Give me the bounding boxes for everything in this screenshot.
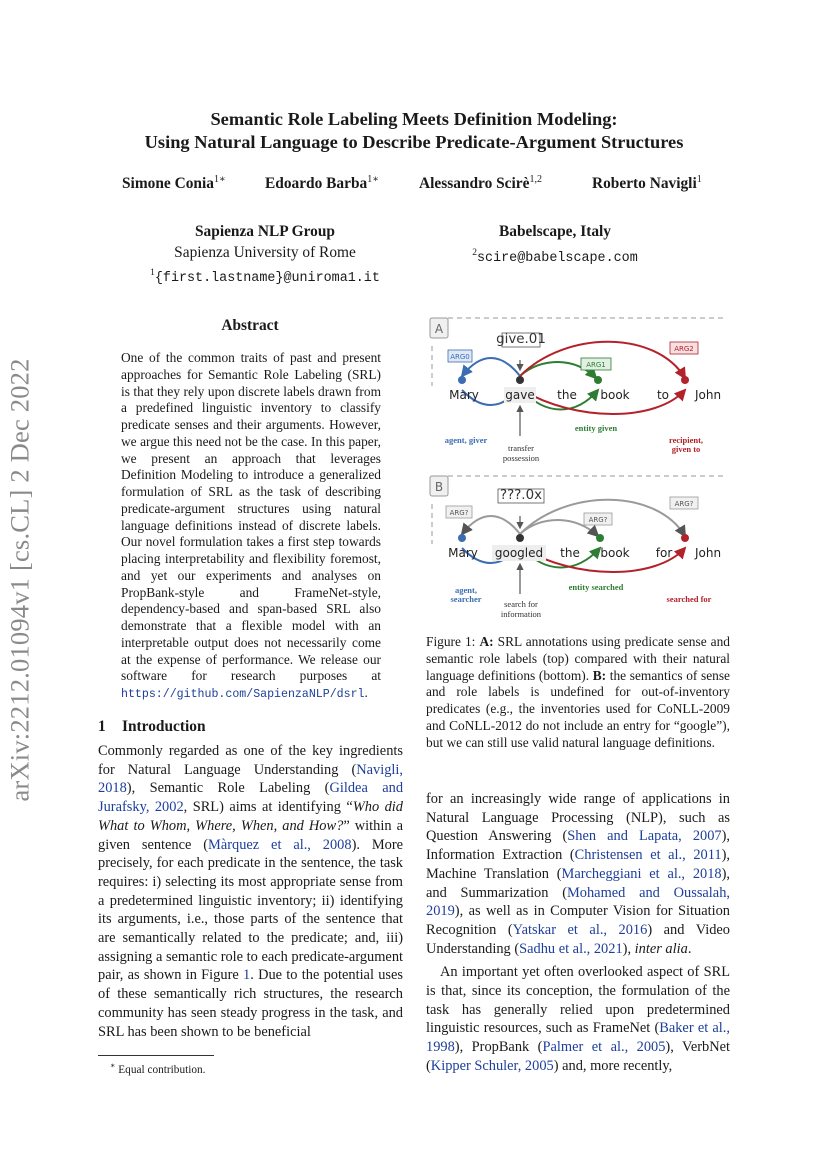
- sense-label-a: give.01: [496, 332, 546, 347]
- word: John: [694, 546, 722, 560]
- text-run: Figure 1:: [426, 634, 480, 649]
- title-line-1: Semantic Role Labeling Meets Definition Modeling:: [210, 109, 618, 129]
- text-run: ),: [622, 940, 635, 957]
- role-label: ARG?: [449, 509, 469, 517]
- text-run: the semantics of sense and role labels is undefined for out-of-inventory predicates (e.g., the inventories used for CoNLL-2009 and CoNLL-2012 do not include an entry for “google”), but we can still use valid natural language definitions.: [426, 667, 730, 750]
- citation[interactable]: Kipper Schuler, 2005: [430, 1057, 554, 1074]
- figure-caption: [426, 634, 730, 752]
- citation[interactable]: Yatskar et al., 2016: [512, 921, 648, 938]
- word: John: [694, 388, 722, 402]
- italic-text: inter alia: [634, 940, 688, 957]
- intro-paragraph-2: [426, 790, 730, 958]
- panel-a-tag: A: [434, 322, 444, 336]
- citation[interactable]: Christensen et al., 2011: [574, 847, 722, 864]
- citation[interactable]: Gildea and Jurafsky, 2002: [98, 780, 404, 816]
- caption-panel-label: B:: [592, 667, 607, 683]
- footnote: ∗ Equal contribution.: [110, 1061, 206, 1076]
- arc-unknown: [462, 516, 520, 534]
- email-left: {first.lastname}@uniroma1.it: [154, 271, 380, 287]
- caption-panel-label: A:: [479, 634, 494, 649]
- intro-column-2: [426, 790, 730, 1076]
- text-run: ), as well as in Computer Vision for Situation Recognition (: [426, 903, 730, 938]
- citation[interactable]: Sadhu et al., 2021: [519, 940, 623, 957]
- word: book: [600, 546, 630, 560]
- definition: searched for: [666, 594, 712, 604]
- intro-paragraph-3: [426, 963, 730, 1075]
- word-predicate: googled: [494, 546, 544, 560]
- panel-b: [430, 476, 726, 619]
- citation[interactable]: Palmer et al., 2005: [542, 1039, 666, 1056]
- definition: recipient,: [668, 435, 704, 445]
- author-1: Simone Conia$^{1∗}$: [122, 174, 226, 193]
- definition: search for: [504, 599, 538, 609]
- panel-b-tag: B: [434, 480, 444, 494]
- word: the: [560, 546, 580, 560]
- citation[interactable]: Navigli, 2018: [98, 761, 403, 797]
- definition: transfer: [508, 443, 534, 453]
- definition: agent,: [455, 585, 477, 595]
- role-label: ARG2: [674, 345, 694, 353]
- citation[interactable]: Màrquez et al., 2008: [208, 836, 352, 853]
- intro-paragraph-1: Commonly regarded as one of the key ingredients for Natural Language Understanding (Navigli, 2018), Semantic Role Labeling (Gildea and Jurafsky, 2002, SRL) aims at identifying “Who did What to Whom, Where, When, and How?” within a given sentence (Màrquez et al., 2008). More precisely, for each predicate in the sentence, the task requires: i) selecting its most appropriate sense from a predetermined linguistic inventory; ii) identifying its arguments, i.e., those parts of the sentence that are semantically related to the predicate; and, iii) assigning a semantic role to each predicate-argument pair, as shown in Figure 1. Due to the potential uses of these semantically rich structures, the research community has seen steady progress in the task, and SRL has been shown to be beneficial: [98, 743, 404, 1040]
- author-2: Edoardo Barba$^{1∗}$: [265, 174, 379, 193]
- text-run: ), Information Extraction (: [426, 828, 730, 864]
- text-run: An important yet often overlooked aspect of SRL is that, since its conception, the formulation of the task has generally relied upon predetermined linguistic resources, such as FrameNet (: [426, 964, 730, 1037]
- affiliation-right: Babelscape, Italy $^2$scire@babelscape.com: [472, 223, 638, 266]
- citation[interactable]: Marcheggiani et al., 2018: [561, 865, 722, 882]
- citation[interactable]: Baker et al., 1998: [426, 1020, 730, 1056]
- text-run: ) and Video Understanding (: [426, 921, 731, 957]
- section-heading: 1 Introduction: [98, 718, 206, 735]
- abstract-heading: Abstract: [221, 317, 279, 334]
- definition: entity searched: [568, 582, 624, 592]
- word: for: [655, 546, 673, 560]
- role-label: ARG?: [674, 500, 694, 508]
- text-run: for an increasingly wide range of applications in Natural Language Processing (NLP), such as Question Answering (: [426, 791, 730, 845]
- software-link[interactable]: https://github.com/SapienzaNLP/dsrl: [121, 688, 365, 701]
- word: the: [557, 388, 577, 402]
- role-label: ARG?: [588, 516, 608, 524]
- definition: agent, giver: [444, 435, 488, 445]
- role-label: ARG0: [450, 353, 470, 361]
- definition: information: [500, 609, 542, 619]
- affiliation-left: Sapienza NLP Group Sapienza University of Rome $^1${first.lastname}@uniroma1.it: [150, 223, 380, 287]
- sense-label-b: ???.0x: [499, 488, 543, 503]
- word: Mary: [448, 546, 478, 560]
- definition: searcher: [450, 594, 482, 604]
- figure-1: [426, 312, 730, 624]
- author-3: Alessandro Scirè$^{1,2}$: [419, 174, 542, 193]
- text-run: ) and, more recently,: [553, 1057, 673, 1074]
- title-line-2: Using Natural Language to Describe Predicate-Argument Structures: [144, 132, 684, 152]
- text-run: .: [687, 940, 692, 957]
- word-predicate: gave: [505, 388, 535, 402]
- definition: possession: [502, 453, 540, 463]
- text-run: ), Machine Translation (: [426, 847, 730, 882]
- email-right: scire@babelscape.com: [477, 250, 638, 266]
- author-4: Roberto Navigli$^1$: [592, 174, 702, 193]
- text-run: SRL annotations using predicate sense and semantic role labels (top) compared with their natural language definitions (bottom).: [426, 634, 730, 683]
- footnote-rule: [98, 1055, 214, 1056]
- figure-ref[interactable]: 1: [243, 967, 251, 984]
- text-run: ), VerbNet (: [426, 1039, 730, 1074]
- word: Mary: [449, 388, 479, 402]
- definition: given to: [671, 444, 701, 454]
- word: to: [656, 388, 670, 402]
- role-label: ARG1: [586, 361, 606, 369]
- arxiv-id: arXiv:2212.01094v1 [cs.CL] 2 Dec 2022: [4, 358, 35, 802]
- citation[interactable]: Mohamed and Oussalah, 2019: [426, 884, 730, 920]
- text-run: ), PropBank (: [454, 1039, 543, 1056]
- definition: entity given: [574, 423, 618, 433]
- text-run: ), and Summarization (: [426, 865, 730, 901]
- citation[interactable]: Shen and Lapata, 2007: [567, 828, 722, 845]
- abstract-body: One of the common traits of past and present approaches for Semantic Role Labeling (SRL) is that they rely upon discrete labels drawn from a predefined linguistic inventory to classify predicate senses and their arguments. However, we argue this need not be the case. In this paper, we present an approach that leverages Definition Modeling to introduce a generalized formulation of SRL as the task of describing predicate-argument structures using natural language definitions instead of discrete labels. Our novel formulation takes a first step towards placing interpretability and flexibility foremost, and yet our experiments and analyses on PropBank-style and FrameNet-style, dependency-based and span-based SRL also demonstrate that a flexible model with an interpretable output does not necessarily come at the expense of performance. We release our software for research purposes at https://github.com/SapienzaNLP/dsrl.: [121, 350, 381, 701]
- word: book: [600, 388, 630, 402]
- panel-a: [430, 318, 726, 463]
- paper-title: [60, 108, 768, 154]
